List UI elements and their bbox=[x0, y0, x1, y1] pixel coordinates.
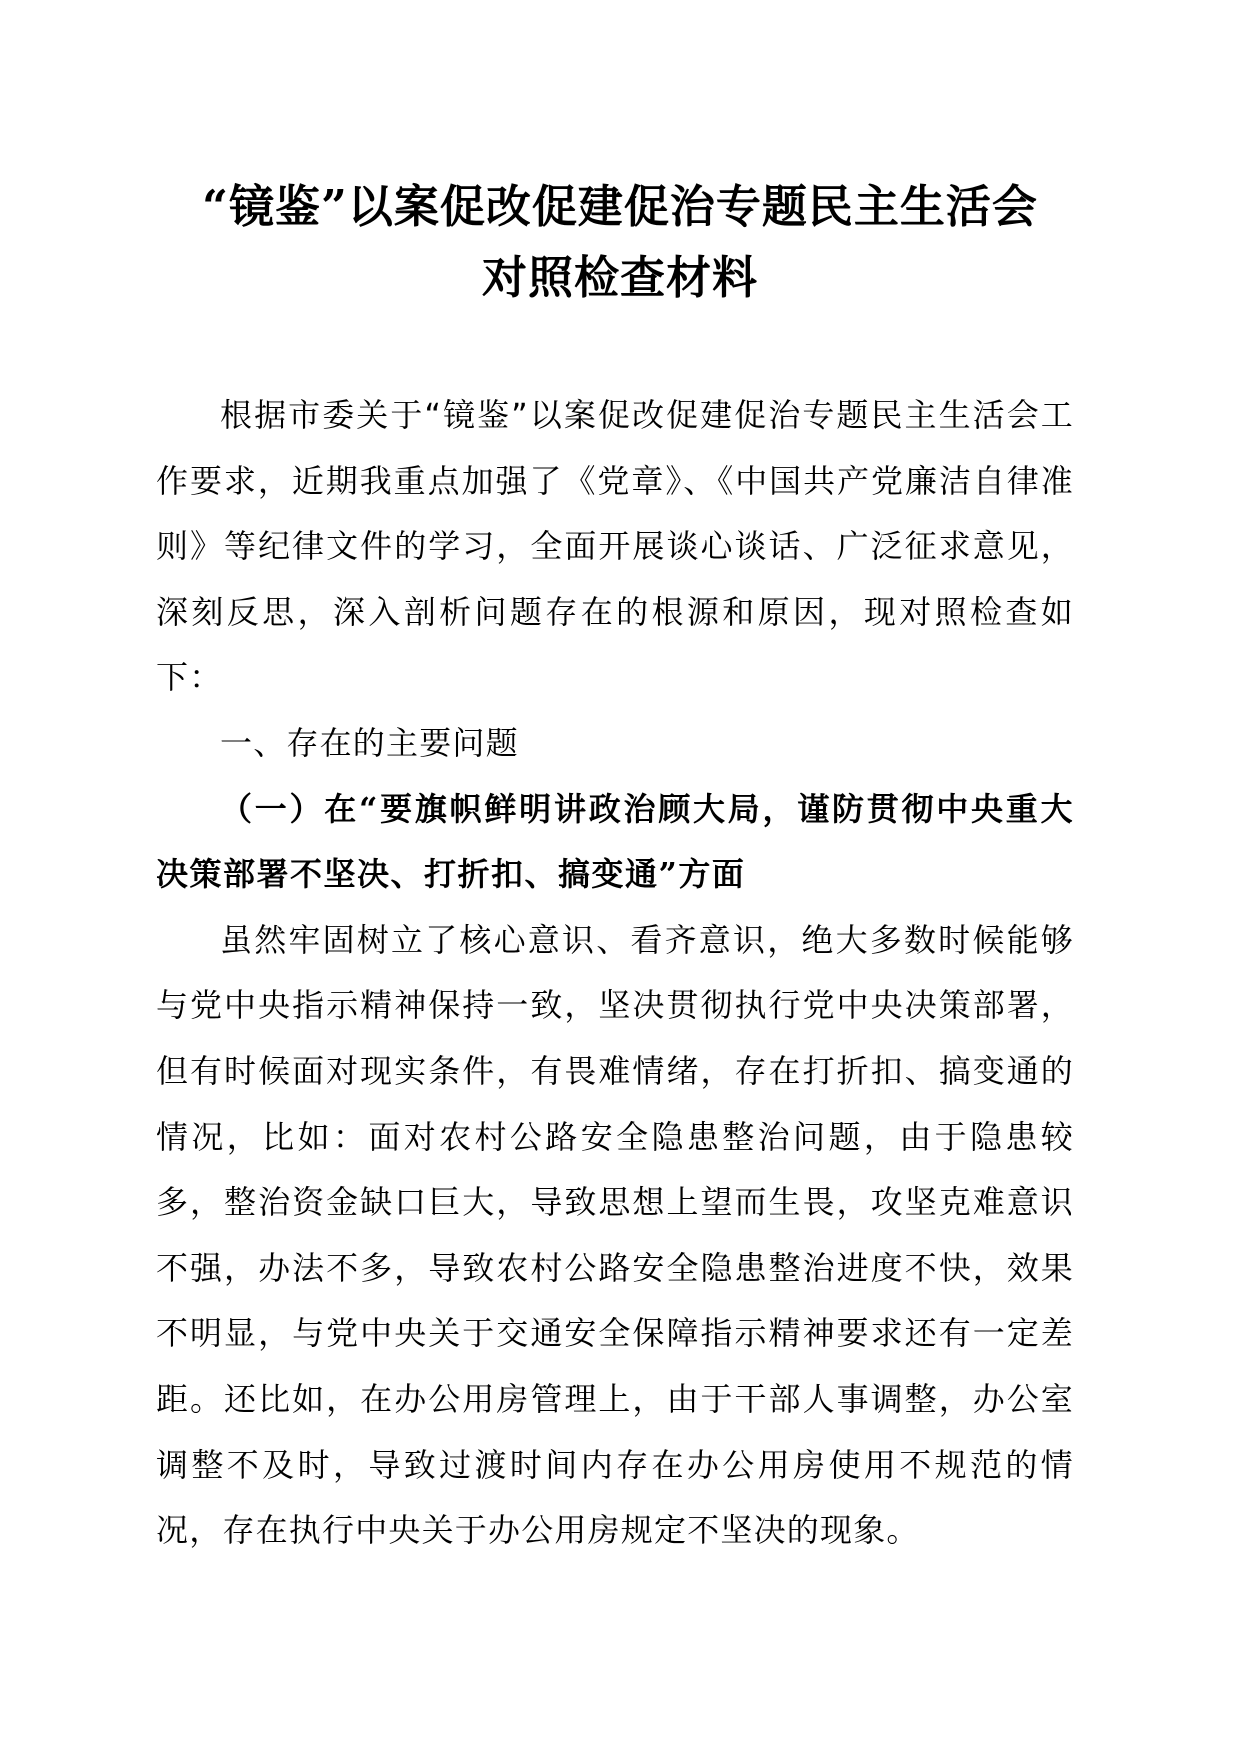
document-title-line-2: 对照检查材料 bbox=[481, 251, 758, 304]
subsection-heading-1: （一）在“要旗帜鲜明讲政治顾大局，谨防贯彻中央重大决策部署不坚决、打折扣、搞变通”方面 bbox=[156, 789, 1074, 894]
document-title-line-1: “镜鉴”以案促改促建促治专题民主生活会 bbox=[202, 180, 1038, 233]
section-heading-problems: 一、存在的主要问题 bbox=[220, 723, 519, 762]
subsection-1-paragraph: 虽然牢固树立了核心意识、看齐意识，绝大多数时候能够与党中央指示精神保持一致，坚决贯彻执行党中央决策部署，但有时候面对现实条件，有畏难情绪，存在打折扣、搞变通的情况，比如：面对农村公路安全隐患整治问题，由于隐患较多，整治资金缺口巨大，导致思想上望而生畏，攻坚克难意识不强，办法不多，导致农村公路安全隐患整治进度不快，效果不明显，与党中央关于交通安全保障指示精神要求还有一定差距。还比如，在办公用房管理上，由于干部人事调整，办公室调整不及时，导致过渡时间内存在办公用房使用不规范的情况，存在执行中央关于办公用房规定不坚决的现象。 bbox=[156, 920, 1074, 1550]
document-body bbox=[156, 383, 1074, 1564]
intro-paragraph: 根据市委关于“镜鉴”以案促改促建促治专题民主生活会工作要求，近期我重点加强了《党章》、《中国共产党廉洁自律准则》等纪律文件的学习，全面开展谈心谈话、广泛征求意见，深刻反思，深入剖析问题存在的根源和原因，现对照检查如下： bbox=[156, 396, 1074, 697]
